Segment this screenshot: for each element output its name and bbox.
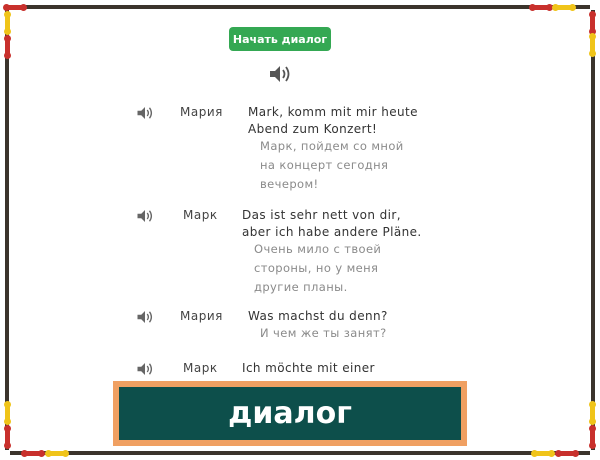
corner-bone-icon	[532, 5, 550, 10]
corner-bone-icon	[590, 428, 595, 446]
speaker-icon[interactable]	[136, 105, 154, 121]
corner-bone-icon	[590, 36, 595, 54]
corner-bone-icon	[534, 451, 552, 456]
speaker-name: Мария	[180, 105, 223, 119]
corner-bone-icon	[48, 451, 66, 456]
speaker-name: Марк	[183, 208, 218, 222]
corner-bone-icon	[5, 14, 10, 32]
corner-bone-icon	[5, 428, 10, 446]
russian-translation: Марк, пойдем со мной на концерт сегодня вечером!	[260, 139, 404, 191]
speaker-icon[interactable]	[268, 64, 292, 84]
corner-bone-icon	[5, 38, 10, 56]
speaker-icon[interactable]	[136, 309, 154, 325]
frame-top	[10, 5, 590, 9]
corner-bone-icon	[5, 404, 10, 422]
german-text: Ich möchte mit einer	[242, 361, 375, 375]
corner-bone-icon	[24, 451, 42, 456]
german-text: Mark, komm mit mir heute Abend zum Konzert!	[248, 105, 418, 136]
corner-bone-icon	[6, 5, 24, 10]
corner-bone-icon	[555, 5, 573, 10]
dialog-banner	[113, 381, 467, 446]
frame-right	[591, 10, 595, 450]
frame-left	[5, 10, 9, 450]
banner-title: диалог	[119, 387, 461, 440]
start-dialog-button[interactable]: Начать диалог	[229, 27, 331, 51]
speaker-name: Марк	[183, 361, 218, 375]
corner-bone-icon	[558, 451, 576, 456]
speaker-icon[interactable]	[136, 208, 154, 224]
german-text: Das ist sehr nett von dir, aber ich habe andere Pläne.	[242, 208, 422, 239]
russian-translation: И чем же ты занят?	[260, 326, 387, 340]
corner-bone-icon	[590, 14, 595, 32]
corner-bone-icon	[590, 404, 595, 422]
german-text: Was machst du denn?	[248, 309, 388, 323]
russian-translation: Очень мило с твоей стороны, но у меня другие планы.	[254, 242, 382, 294]
speaker-icon[interactable]	[136, 361, 154, 377]
speaker-name: Мария	[180, 309, 223, 323]
frame-bottom	[10, 451, 590, 455]
